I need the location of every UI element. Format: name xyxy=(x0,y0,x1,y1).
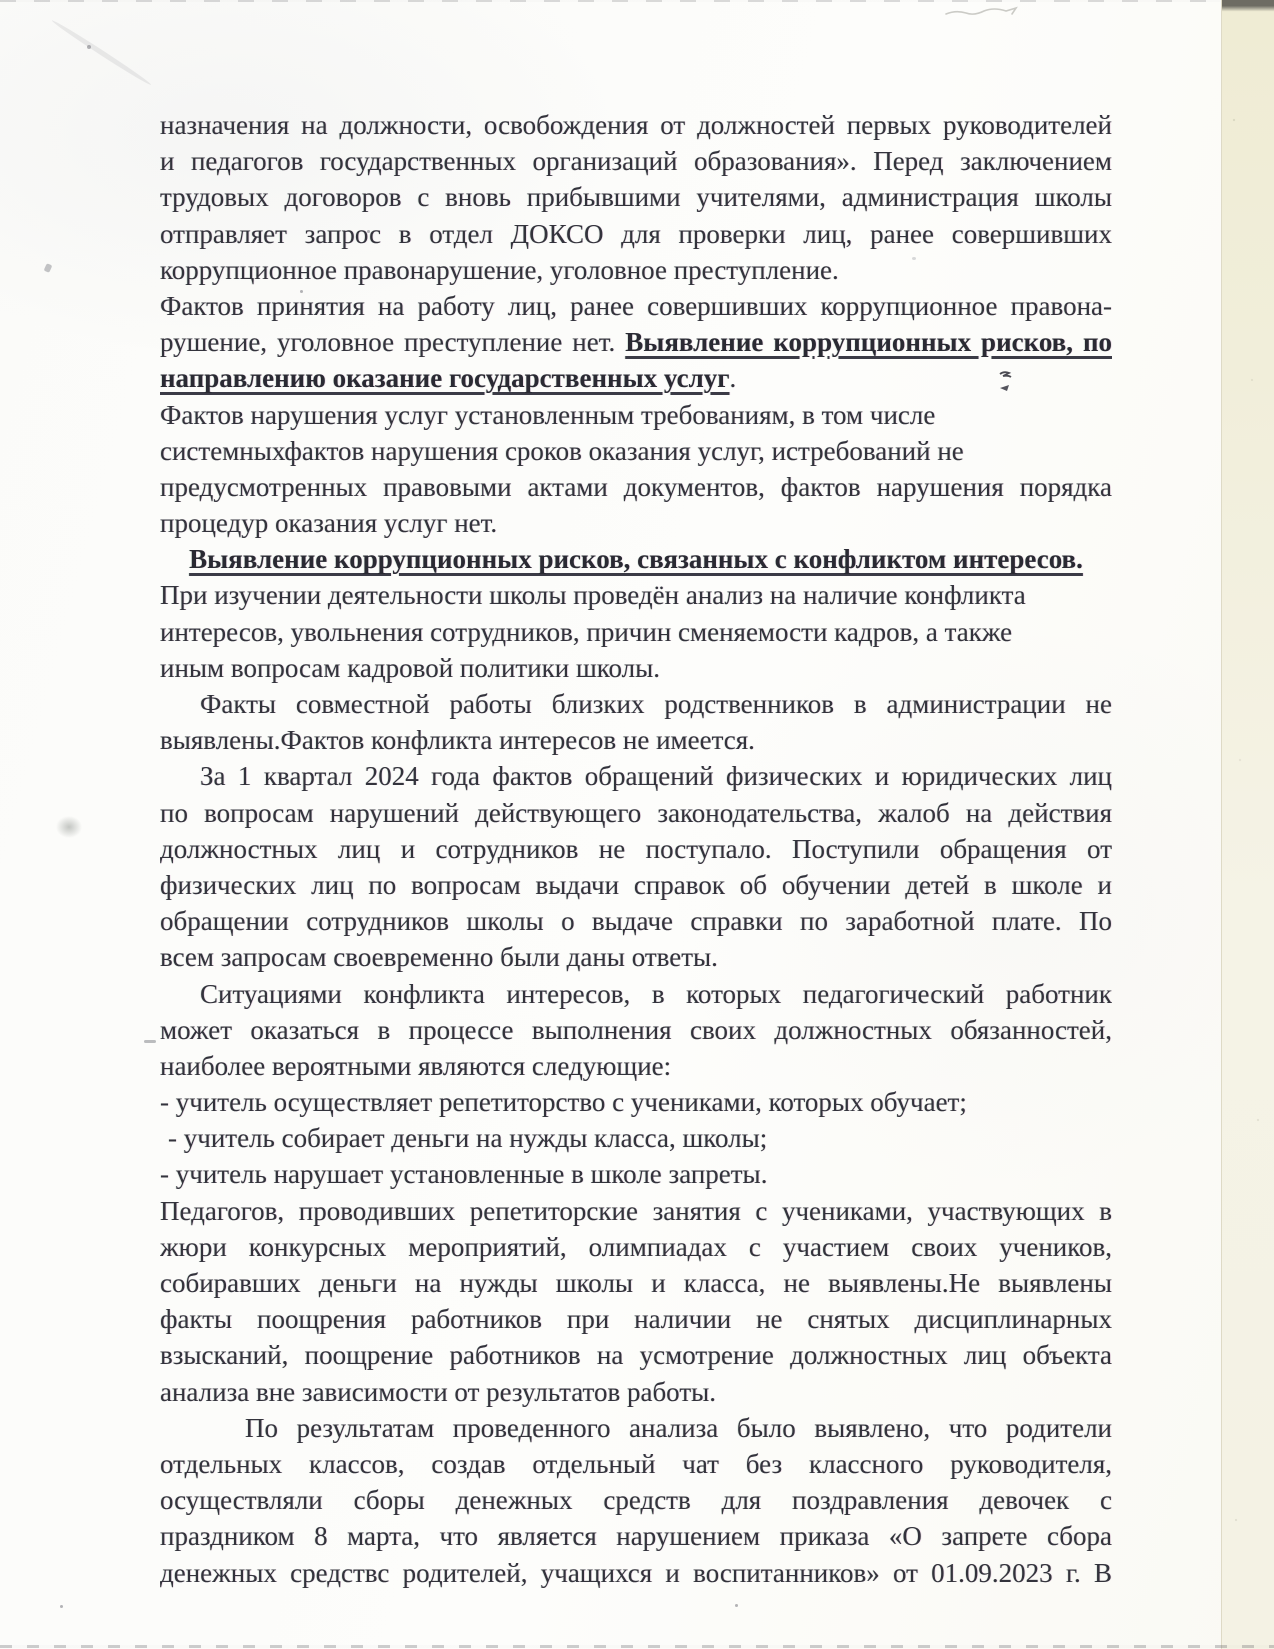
text-line xyxy=(160,976,1112,1012)
text-line xyxy=(160,722,1112,758)
text-segment: анализа вне зависимости от результатов работы. xyxy=(160,1376,717,1407)
text-line xyxy=(160,758,1112,794)
text-segment: обращении сотрудников школы о выдаче справки по заработной плате. По xyxy=(160,906,1112,937)
text-segment: отдельных классов, создав отдельный чат без классного руководителя, xyxy=(160,1448,1112,1479)
text-segment: Фактов нарушения услуг установленным требованиям, в том числе xyxy=(160,399,936,430)
text-segment: Педагогов, проводивших репетиторские занятия с учениками, участвующих в xyxy=(160,1195,1112,1226)
text-line xyxy=(160,614,1112,650)
text-segment: интересов, увольнения сотрудников, причин сменяемости кадров, а также xyxy=(160,616,1013,647)
paper-crease-streak xyxy=(51,18,153,86)
scan-speck xyxy=(735,1604,738,1607)
text-line xyxy=(160,1012,1112,1048)
text-line xyxy=(160,216,1112,252)
text-line xyxy=(160,1265,1112,1301)
text-segment: всем запросам своевременно были даны ответы. xyxy=(160,942,718,973)
document-text xyxy=(160,107,1112,1591)
text-line xyxy=(160,1446,1112,1482)
text-segment: наиболее вероятными являются следующие: xyxy=(160,1050,672,1081)
text-line xyxy=(160,831,1112,867)
text-segment: может оказаться в процессе выполнения своих должностных обязанностей, xyxy=(160,1014,1112,1045)
text-line xyxy=(160,1482,1112,1518)
text-segment: по вопросам нарушений действующего законодательства, жалоб на действия xyxy=(160,797,1112,828)
text-segment: . xyxy=(729,363,737,394)
text-line xyxy=(160,1301,1112,1337)
text-line xyxy=(160,397,1112,433)
text-segment: системныхфактов нарушения сроков оказания услуг, истребований не xyxy=(160,435,964,466)
text-line xyxy=(160,288,1112,324)
text-segment: праздником 8 марта, что является нарушением приказа «О запрете сбора xyxy=(160,1521,1112,1552)
heading-underlined-segment: Выявление коррупционных рисков, по xyxy=(625,327,1112,358)
text-segment: назначения на должности, освобождения от должностей первых руководителей xyxy=(160,110,1112,140)
heading-underlined-segment: Выявление коррупционных рисков, связанных с конфликтом интересов. xyxy=(189,544,1083,575)
text-line xyxy=(160,1229,1112,1265)
text-segment: Фактов принятия на работу лиц, ранее совершивших коррупционное правона- xyxy=(160,290,1112,321)
text-line xyxy=(160,433,1112,469)
text-segment: взысканий, поощрение работников на усмотрение должностных лиц объекта xyxy=(160,1340,1112,1371)
text-segment: процедур оказания услуг нет. xyxy=(160,508,498,539)
text-segment: За 1 квартал 2024 года фактов обращений физических и юридических лиц xyxy=(200,761,1112,792)
text-segment: жюри конкурсных мероприятий, олимпиадах с участием своих учеников, xyxy=(160,1231,1112,1262)
text-segment: - учитель осуществляет репетиторство с учениками, которых обучает; xyxy=(160,1087,967,1118)
text-segment: Факты совместной работы близких родственников в администрации не xyxy=(200,689,1112,719)
smudge-blob xyxy=(56,816,82,838)
text-line xyxy=(160,143,1112,179)
text-line xyxy=(160,577,1112,613)
scan-top-edge xyxy=(0,0,1220,2)
text-segment: предусмотренных правовыми актами документов, фактов нарушения порядка xyxy=(160,471,1112,502)
scanner-edge-strip xyxy=(1221,0,1274,1649)
text-segment: При изучении деятельности школы проведён анализ на наличие конфликта xyxy=(160,580,1026,611)
text-line xyxy=(160,1156,1112,1192)
text-line xyxy=(160,795,1112,831)
text-line xyxy=(160,1555,1112,1591)
text-line xyxy=(160,903,1112,939)
text-line xyxy=(160,1410,1112,1446)
text-segment: коррупционное правонарушение, уголовное преступление. xyxy=(160,254,839,285)
text-line xyxy=(160,324,1112,360)
text-line xyxy=(160,1374,1112,1410)
text-segment: физических лиц по вопросам выдачи справок об обучении детей в школе и xyxy=(160,869,1112,900)
text-segment: рушение, уголовное преступление нет. xyxy=(160,327,626,358)
text-line xyxy=(160,1337,1112,1373)
text-segment: и педагогов государственных организаций образования». Перед заключением xyxy=(160,146,1112,177)
text-line xyxy=(160,252,1112,288)
text-line xyxy=(160,1518,1112,1554)
text-line xyxy=(160,107,1112,143)
text-segment: собиравших деньги на нужды школы и класса, не выявлены.Не выявлены xyxy=(160,1268,1112,1298)
text-segment: трудовых договоров с вновь прибывшими учителями, администрация школы xyxy=(160,182,1112,213)
scan-bottom-edge xyxy=(0,1645,1274,1648)
text-line xyxy=(160,541,1112,577)
text-segment: - учитель собирает деньги на нужды класса, школы; xyxy=(168,1123,768,1154)
text-line xyxy=(160,360,1112,396)
text-line xyxy=(160,686,1112,722)
text-segment: должностных лиц и сотрудников не поступало. Поступили обращения от xyxy=(160,833,1112,864)
text-line xyxy=(160,650,1112,686)
heading-underlined-segment: направлению оказание государственных услуг xyxy=(160,363,730,394)
text-segment: осуществляли сборы денежных средств для поздравления девочек с xyxy=(160,1485,1112,1516)
text-line xyxy=(160,179,1112,215)
text-segment: По результатам проведенного анализа было выявлено, что родители xyxy=(245,1412,1112,1443)
text-line xyxy=(160,939,1112,975)
text-line xyxy=(160,469,1112,505)
text-segment: выявлены.Фактов конфликта интересов не имеется. xyxy=(160,725,755,756)
text-segment: иным вопросам кадровой политики школы. xyxy=(160,652,661,683)
text-line xyxy=(160,867,1112,903)
text-line xyxy=(160,1193,1112,1229)
text-line xyxy=(160,1048,1112,1084)
pencil-squiggle-mark xyxy=(944,5,1020,21)
scan-speck xyxy=(44,263,53,273)
text-segment: денежных средствс родителей, учащихся и воспитанников» от 01.09.2023 г. В xyxy=(160,1557,1112,1588)
text-segment: факты поощрения работников при наличии не снятых дисциплинарных xyxy=(160,1304,1112,1335)
text-line xyxy=(160,1084,1112,1120)
text-line xyxy=(160,505,1112,541)
text-line xyxy=(160,1120,1112,1156)
scan-speck xyxy=(60,1605,63,1608)
scan-speck xyxy=(87,45,91,49)
text-segment: отправляет запрос в отдел ДОКСО для проверки лиц, ранее совершивших xyxy=(160,218,1112,249)
scan-speck xyxy=(144,1040,156,1043)
text-segment: Ситуациями конфликта интересов, в которых педагогический работник xyxy=(200,978,1112,1009)
text-segment: - учитель нарушает установленные в школе запреты. xyxy=(160,1159,768,1190)
